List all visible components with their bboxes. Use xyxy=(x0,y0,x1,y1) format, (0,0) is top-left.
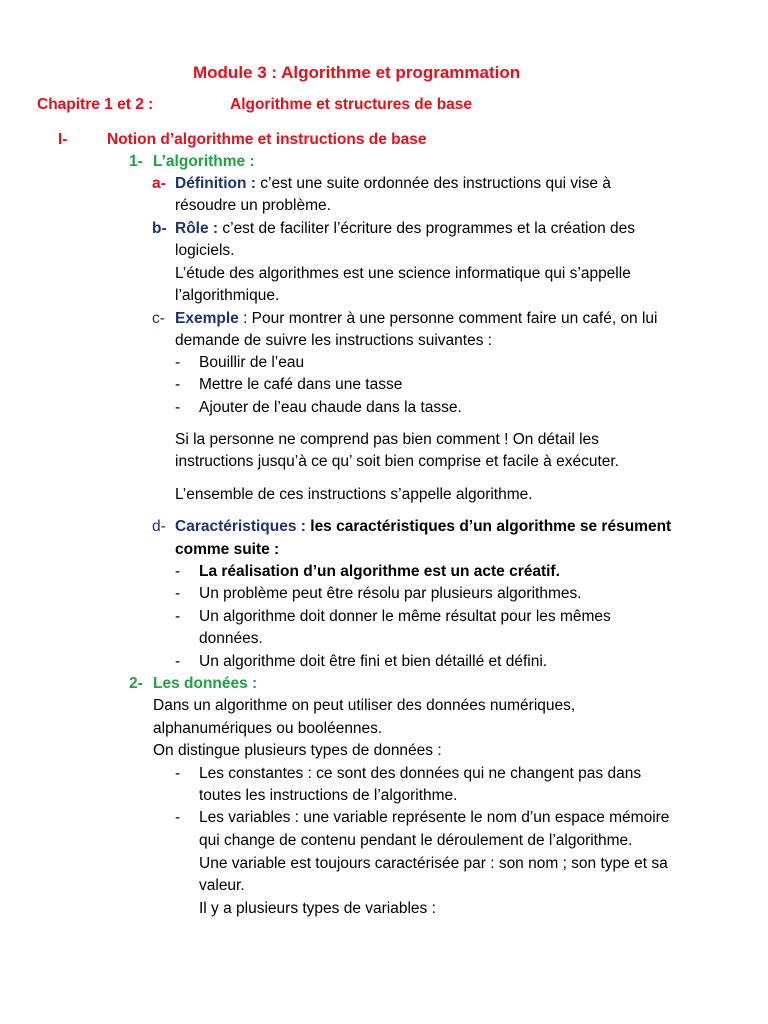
constants-line2: toutes les instructions de l’algorithme. xyxy=(199,787,458,804)
item-b-line3: L’étude des algorithmes est une science informatique qui s’appelle xyxy=(175,265,631,282)
item-d-text: les caractéristiques d’un algorithme se résument xyxy=(305,518,672,535)
data-para1-line1: Dans un algorithme on peut utiliser des données numériques, xyxy=(153,697,576,714)
subsection-1-number: 1- xyxy=(129,153,143,170)
variables-line4: valeur. xyxy=(199,877,245,894)
char-2: Un problème peut être résolu par plusieurs algorithmes. xyxy=(199,585,582,602)
item-d-term: Caractéristiques : xyxy=(175,518,306,535)
char-1-dash: - xyxy=(175,563,181,580)
section-title: Notion d’algorithme et instructions de base xyxy=(107,131,427,148)
data-para1-line2: alphanumériques ou booléennes. xyxy=(153,720,383,737)
const-dash: - xyxy=(175,765,181,782)
variables-line3: Une variable est toujours caractérisée par : son nom ; son type et sa xyxy=(199,855,668,872)
step-3: Ajouter de l’eau chaude dans la tasse. xyxy=(199,399,462,416)
item-c-text: : Pour montrer à une personne comment faire un café, on lui xyxy=(238,310,658,327)
subsection-2-number: 2- xyxy=(129,675,143,692)
item-a-line1 xyxy=(175,175,611,194)
item-c-marker: c- xyxy=(152,310,165,327)
step-2-dash: - xyxy=(175,376,181,393)
char-3-line2: données. xyxy=(199,630,263,647)
item-a-line2: résoudre un problème. xyxy=(175,197,331,214)
item-a-text: c’est une suite ordonnée des instructions qui vise à xyxy=(255,175,611,192)
example-para1-line1: Si la personne ne comprend pas bien comment ! On détail les xyxy=(175,431,599,448)
item-c-term: Exemple xyxy=(175,310,239,327)
step-3-dash: - xyxy=(175,399,181,416)
example-para1-line2: instructions jusqu’à ce qu’ soit bien comprise et facile à exécuter. xyxy=(175,453,619,470)
char-4-dash: - xyxy=(175,653,181,670)
chapter-label: Chapitre 1 et 2 : xyxy=(37,96,154,113)
item-c-line2: demande de suivre les instructions suivantes : xyxy=(175,332,493,349)
char-3-line1: Un algorithme doit donner le même résultat pour les mêmes xyxy=(199,608,611,625)
char-4: Un algorithme doit être fini et bien détaillé et défini. xyxy=(199,653,548,670)
item-c-line1 xyxy=(175,310,658,329)
char-2-dash: - xyxy=(175,585,181,602)
item-a-term: Définition : xyxy=(175,175,256,192)
item-b-marker: b- xyxy=(152,220,167,237)
item-b-text: c’est de faciliter l’écriture des programmes et la création des xyxy=(218,220,636,237)
variables-line1: Les variables : une variable représente le nom d’un espace mémoire xyxy=(199,809,670,826)
subsection-1-title: L’algorithme : xyxy=(153,153,255,170)
subsection-2-title: Les données : xyxy=(153,675,258,692)
data-para2: On distingue plusieurs types de données : xyxy=(153,742,442,759)
item-b-term: Rôle : xyxy=(175,220,219,237)
var-dash: - xyxy=(175,809,181,826)
char-3-dash: - xyxy=(175,608,181,625)
constants-line1: Les constantes : ce sont des données qui ne changent pas dans xyxy=(199,765,642,782)
item-b-line1 xyxy=(175,220,635,239)
variables-line2: qui change de contenu pendant le déroulement de l’algorithme. xyxy=(199,832,633,849)
section-number: I- xyxy=(58,131,68,148)
module-title: Module 3 : Algorithme et programmation xyxy=(193,63,521,82)
char-1: La réalisation d’un algorithme est un acte créatif. xyxy=(199,563,560,580)
step-1: Bouillir de l’eau xyxy=(199,354,305,371)
step-1-dash: - xyxy=(175,354,181,371)
item-d-line2: comme suite : xyxy=(175,541,280,558)
item-b-line4: l’algorithmique. xyxy=(175,287,280,304)
example-para2: L’ensemble de ces instructions s’appelle algorithme. xyxy=(175,486,533,503)
item-b-line2: logiciels. xyxy=(175,242,235,259)
chapter-name: Algorithme et structures de base xyxy=(230,96,473,113)
step-2: Mettre le café dans une tasse xyxy=(199,376,403,393)
item-d-line1 xyxy=(175,518,671,537)
item-a-marker: a- xyxy=(152,175,166,192)
item-d-marker: d- xyxy=(152,518,166,535)
variables-line5: Il y a plusieurs types de variables : xyxy=(199,900,436,917)
